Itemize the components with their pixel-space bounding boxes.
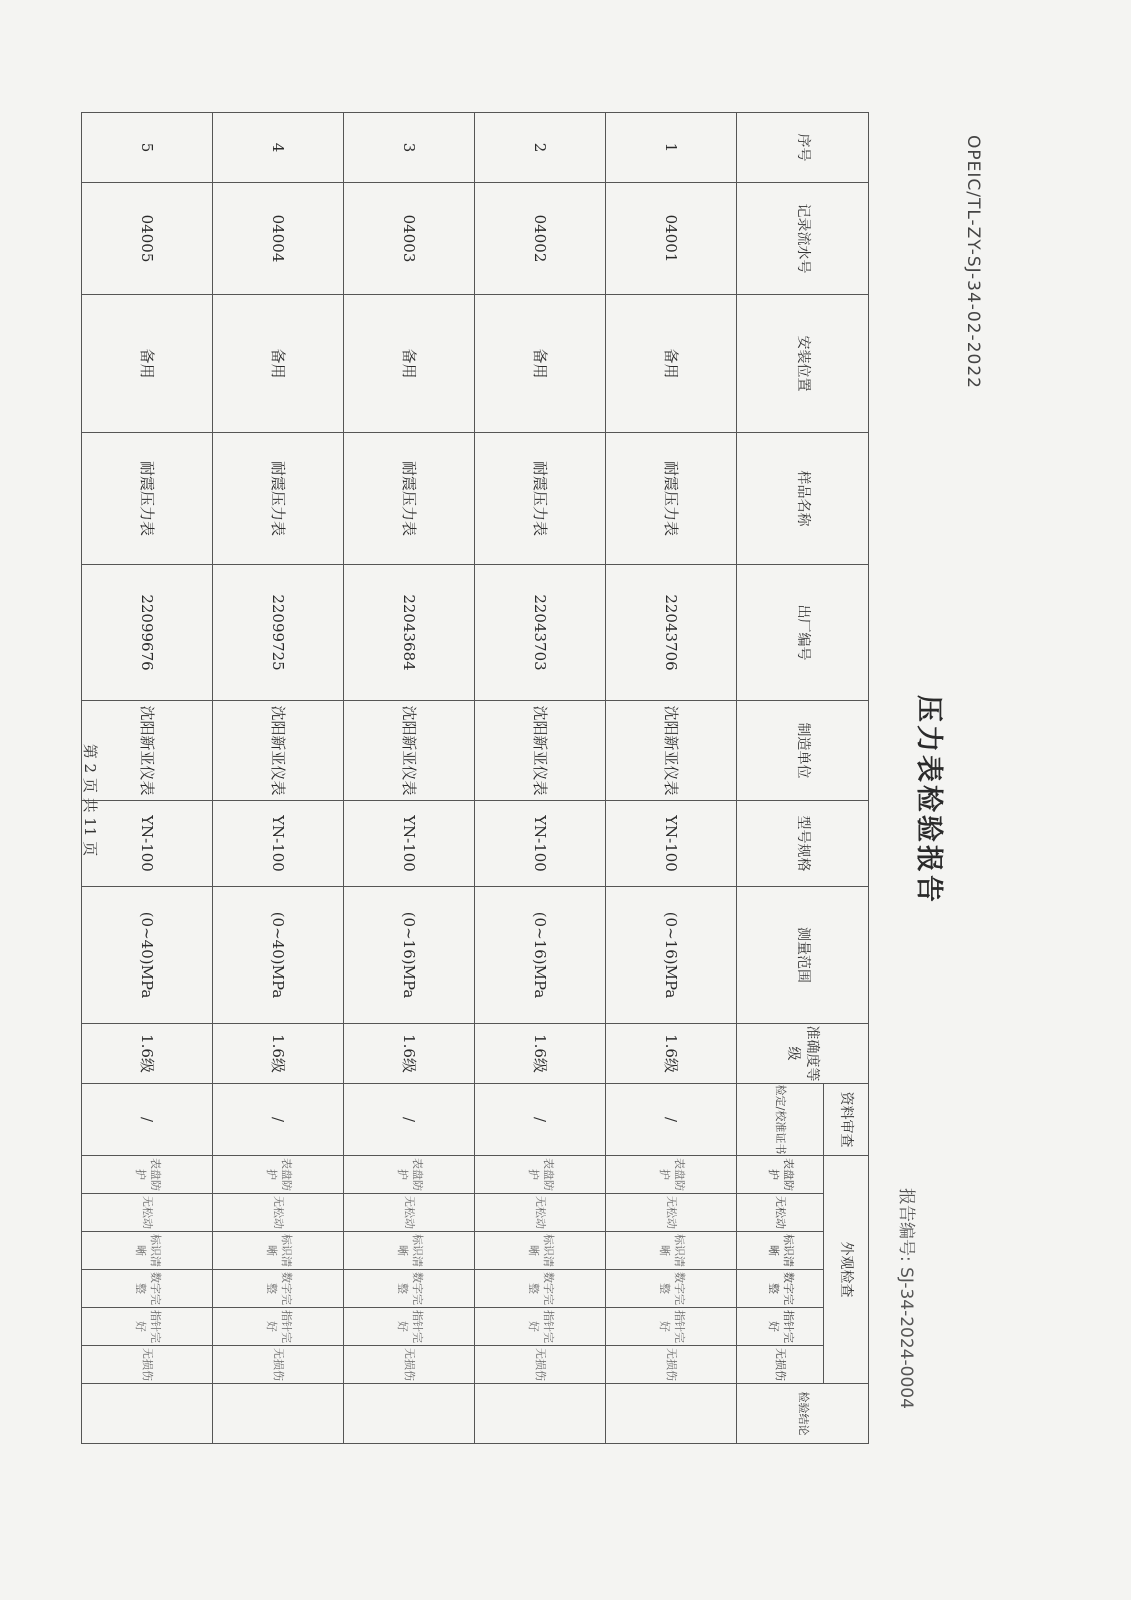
cell-accuracy: 1.6级	[475, 1024, 606, 1084]
cell-seq: 3	[344, 113, 475, 183]
cell-maker: 沈阳新亚仪表	[475, 701, 606, 801]
page-title: 压力表检验报告	[913, 695, 944, 905]
cell-app-6: 无损伤	[82, 1346, 213, 1384]
cell-doc: /	[213, 1084, 344, 1156]
header-name: 样品名称	[737, 433, 869, 565]
cell-serial: 22043703	[475, 565, 606, 701]
cell-name: 耐震压力表	[82, 433, 213, 565]
header-appearance: 外观检查	[824, 1156, 869, 1384]
cell-seq: 1	[606, 113, 737, 183]
cell-range: (0~16)MPa	[475, 887, 606, 1024]
cell-app-2: 无松动	[606, 1194, 737, 1232]
cell-doc: /	[475, 1084, 606, 1156]
cell-maker: 沈阳新亚仪表	[606, 701, 737, 801]
cell-app-1: 表盘防护	[82, 1156, 213, 1194]
cell-location: 备用	[213, 295, 344, 433]
cell-app-1: 表盘防护	[606, 1156, 737, 1194]
cell-serial: 22099676	[82, 565, 213, 701]
cell-model: YN-100	[344, 801, 475, 887]
cell-record-no: 04004	[213, 183, 344, 295]
cell-record-no: 04005	[82, 183, 213, 295]
cell-extra	[82, 1384, 213, 1444]
cell-app-3: 标识清晰	[344, 1232, 475, 1270]
header-doc-review-sub: 检定/校准证书	[737, 1084, 824, 1156]
cell-range: (0~40)MPa	[82, 887, 213, 1024]
header-model: 型号规格	[737, 801, 869, 887]
cell-app-5: 指针完好	[475, 1308, 606, 1346]
cell-app-5: 指针完好	[606, 1308, 737, 1346]
header-app-sub-2: 无松动	[737, 1194, 824, 1232]
header-maker: 制造单位	[737, 701, 869, 801]
cell-accuracy: 1.6级	[82, 1024, 213, 1084]
cell-app-6: 无损伤	[344, 1346, 475, 1384]
cell-record-no: 04001	[606, 183, 737, 295]
cell-app-5: 指针完好	[344, 1308, 475, 1346]
cell-name: 耐震压力表	[475, 433, 606, 565]
cell-extra	[344, 1384, 475, 1444]
header-location: 安装位置	[737, 295, 869, 433]
cell-serial: 22043684	[344, 565, 475, 701]
cell-maker: 沈阳新亚仪表	[344, 701, 475, 801]
cell-app-6: 无损伤	[606, 1346, 737, 1384]
report-number: 报告编号: SJ-34-2024-0004	[896, 1188, 916, 1409]
cell-app-3: 标识清晰	[606, 1232, 737, 1270]
cell-app-6: 无损伤	[475, 1346, 606, 1384]
cell-extra	[213, 1384, 344, 1444]
table-row	[213, 113, 344, 1444]
cell-range: (0~40)MPa	[213, 887, 344, 1024]
table-row	[606, 113, 737, 1444]
header-extra: 检验结论	[737, 1384, 869, 1444]
cell-app-4: 数字完整	[82, 1270, 213, 1308]
header-app-sub-5: 指针完好	[737, 1308, 824, 1346]
cell-model: YN-100	[606, 801, 737, 887]
cell-app-5: 指针完好	[82, 1308, 213, 1346]
header-serial: 出厂编号	[737, 565, 869, 701]
cell-maker: 沈阳新亚仪表	[82, 701, 213, 801]
cell-app-2: 无松动	[213, 1194, 344, 1232]
cell-app-2: 无松动	[344, 1194, 475, 1232]
cell-doc: /	[606, 1084, 737, 1156]
cell-doc: /	[82, 1084, 213, 1156]
cell-app-1: 表盘防护	[213, 1156, 344, 1194]
cell-app-3: 标识清晰	[475, 1232, 606, 1270]
cell-app-6: 无损伤	[213, 1346, 344, 1384]
cell-location: 备用	[82, 295, 213, 433]
header-seq: 序号	[737, 113, 869, 183]
page-footer: 第 2 页 共 11 页	[81, 743, 99, 857]
cell-range: (0~16)MPa	[344, 887, 475, 1024]
cell-seq: 4	[213, 113, 344, 183]
header-record-no: 记录流水号	[737, 183, 869, 295]
header-app-sub-6: 无损伤	[737, 1346, 824, 1384]
cell-location: 备用	[344, 295, 475, 433]
cell-maker: 沈阳新亚仪表	[213, 701, 344, 801]
cell-accuracy: 1.6级	[344, 1024, 475, 1084]
cell-accuracy: 1.6级	[606, 1024, 737, 1084]
cell-app-2: 无松动	[82, 1194, 213, 1232]
document-code: OPEIC/TL-ZY-SJ-34-02-2022	[963, 135, 983, 389]
cell-range: (0~16)MPa	[606, 887, 737, 1024]
cell-record-no: 04003	[344, 183, 475, 295]
cell-app-4: 数字完整	[606, 1270, 737, 1308]
cell-serial: 22043706	[606, 565, 737, 701]
cell-accuracy: 1.6级	[213, 1024, 344, 1084]
cell-model: YN-100	[82, 801, 213, 887]
cell-model: YN-100	[213, 801, 344, 887]
table-row	[344, 113, 475, 1444]
cell-location: 备用	[475, 295, 606, 433]
header-doc-review: 资料审查	[824, 1084, 869, 1156]
cell-name: 耐震压力表	[213, 433, 344, 565]
cell-app-1: 表盘防护	[475, 1156, 606, 1194]
cell-name: 耐震压力表	[606, 433, 737, 565]
cell-app-5: 指针完好	[213, 1308, 344, 1346]
table-row	[475, 113, 606, 1444]
cell-doc: /	[344, 1084, 475, 1156]
header-app-sub-3: 标识清晰	[737, 1232, 824, 1270]
header-app-sub-4: 数字完整	[737, 1270, 824, 1308]
cell-app-3: 标识清晰	[82, 1232, 213, 1270]
table-row	[82, 113, 213, 1444]
cell-extra	[606, 1384, 737, 1444]
cell-location: 备用	[606, 295, 737, 433]
cell-app-4: 数字完整	[344, 1270, 475, 1308]
inspection-table	[81, 112, 869, 1444]
cell-model: YN-100	[475, 801, 606, 887]
header-range: 测量范围	[737, 887, 869, 1024]
cell-app-1: 表盘防护	[344, 1156, 475, 1194]
cell-app-4: 数字完整	[213, 1270, 344, 1308]
cell-seq: 2	[475, 113, 606, 183]
cell-app-3: 标识清晰	[213, 1232, 344, 1270]
cell-app-2: 无松动	[475, 1194, 606, 1232]
cell-name: 耐震压力表	[344, 433, 475, 565]
header-accuracy: 准确度等级	[737, 1024, 869, 1084]
header-app-sub-1: 表盘防护	[737, 1156, 824, 1194]
cell-serial: 22099725	[213, 565, 344, 701]
cell-app-4: 数字完整	[475, 1270, 606, 1308]
cell-record-no: 04002	[475, 183, 606, 295]
cell-extra	[475, 1384, 606, 1444]
cell-seq: 5	[82, 113, 213, 183]
